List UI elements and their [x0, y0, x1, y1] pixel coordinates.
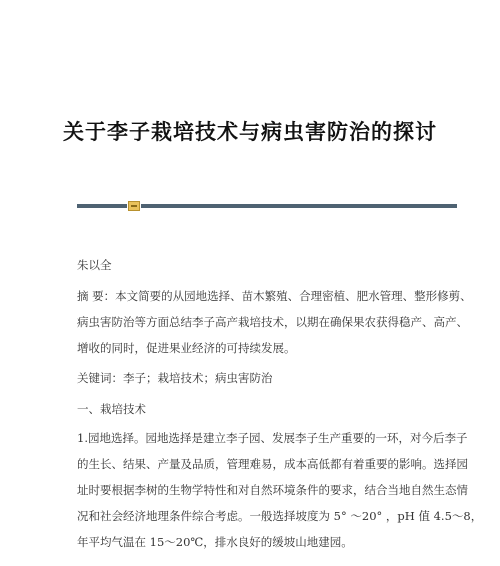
author: 朱以全 [77, 258, 112, 272]
title-divider [77, 204, 457, 208]
abstract [77, 283, 472, 361]
body-paragraph [77, 425, 483, 555]
document-title: 关于李子栽培技术与病虫害防治的探讨 [63, 119, 437, 144]
body-line: 况和社会经济地理条件综合考虑。一般选择坡度为 5° ～20° ，pH 值 4.5～8， [77, 509, 483, 523]
abstract-line: 病虫害防治等方面总结李子高产栽培技术，以期在确保果农获得稳产、高产、 [77, 315, 468, 329]
keywords: 关键词：李子；栽培技术；病虫害防治 [77, 371, 273, 385]
abstract-line: 增收的同时，促进果业经济的可持续发展。 [77, 341, 296, 355]
divider-line-right [141, 204, 457, 208]
body-line: 年平均气温在 15～20℃，排水良好的缓坡山地建园。 [77, 535, 353, 549]
divider-badge-icon [128, 201, 140, 211]
body-line: 1.园地选择。园地选择是建立李子园、发展李子生产重要的一环，对今后李子 [77, 431, 468, 445]
abstract-line: 摘 要：本文简要的从园地选择、苗木繁殖、合理密植、肥水管理、整形修剪、 [77, 289, 472, 303]
body-line: 址时要根据李树的生物学特性和对自然环境条件的要求，结合当地自然生态情 [77, 483, 468, 497]
divider-line-left [77, 204, 127, 208]
section-heading: 一、栽培技术 [77, 402, 146, 416]
body-line: 的生长、结果、产量及品质，管理难易，成本高低都有着重要的影响。选择园 [77, 457, 468, 471]
